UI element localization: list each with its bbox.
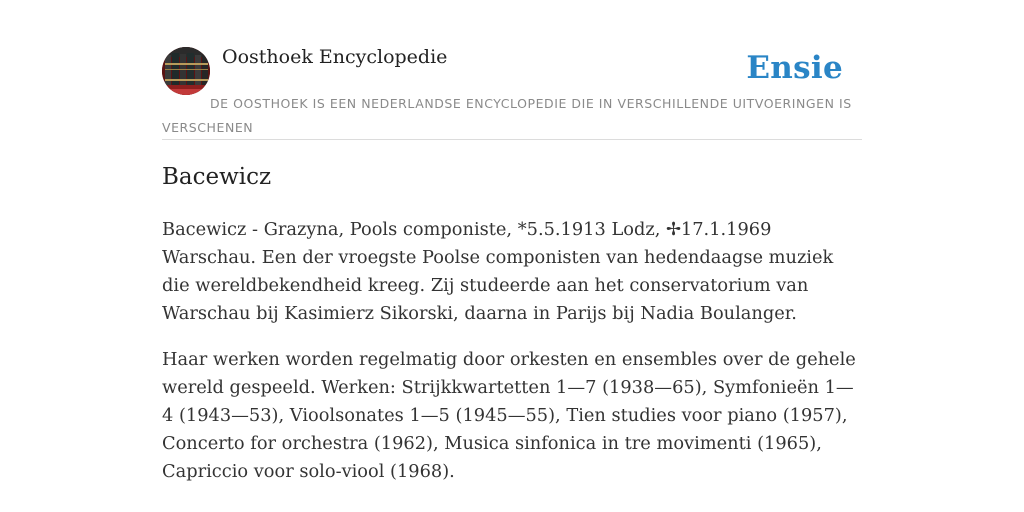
encyclopedia-books-avatar-icon[interactable] bbox=[162, 47, 210, 95]
brand-logo[interactable]: Ensie bbox=[746, 50, 843, 86]
site-title[interactable]: Oosthoek Encyclopedie bbox=[222, 46, 448, 68]
article-body bbox=[162, 216, 864, 504]
site-tagline: DE OOSTHOEK IS EEN NEDERLANDSE ENCYCLOPEDIE DIE IN VERSCHILLENDE UITVOERINGEN IS VERSCHENEN bbox=[162, 96, 852, 135]
article-paragraph: Haar werken worden regelmatig door orkesten en ensembles over de gehele wereld gespeeld. Werken: Strijkkwartetten 1—7 (1938—65), Symfonieën 1—4 (1943—53), Vioolsonates 1—5 (1945—55), Tien studies voor piano (1957), Concerto for orchestra (1962), Musica sinfonica in tre movimenti (1965), Capriccio voor solo-viool (1968). bbox=[162, 349, 856, 482]
article-title: Bacewicz bbox=[162, 164, 272, 190]
books-icon bbox=[162, 47, 210, 95]
header-divider bbox=[162, 139, 862, 140]
article-paragraph: Bacewicz - Grazyna, Pools componiste, *5.5.1913 Lodz, ✢17.1.1969 Warschau. Een der vroegste Poolse componisten van hedendaagse muziek die wereldbekendheid kreeg. Zij studeerde aan het conservatorium van Warschau bij Kasimierz Sikorski, daarna in Parijs bij Nadia Boulanger. bbox=[162, 219, 834, 324]
